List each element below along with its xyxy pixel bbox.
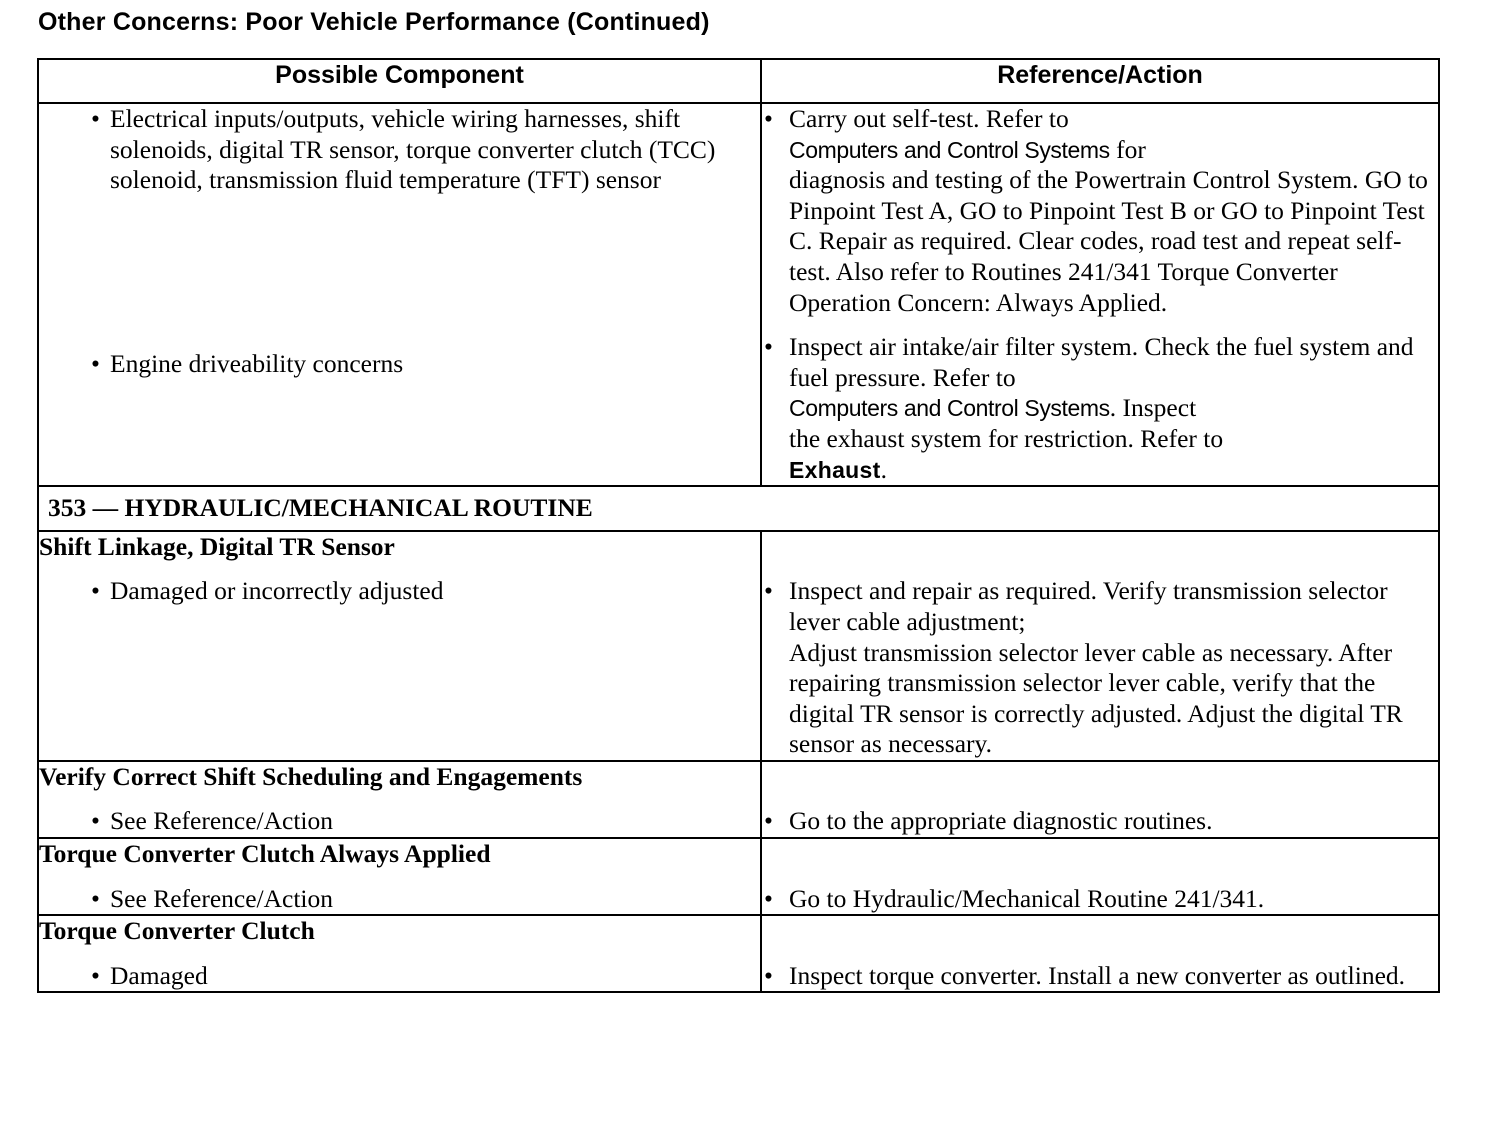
action-text: Go to the appropriate diagnostic routines. [789,806,1213,836]
column-header-action: Reference/Action [761,59,1439,103]
action-text: for [1109,134,1146,164]
bullet-icon: • [764,960,773,990]
action-cell [761,531,1439,761]
component-cell [38,838,761,915]
component-cell [38,103,761,486]
row-heading: Shift Linkage, Digital TR Sensor [39,531,395,561]
list-item [39,349,760,380]
action-text: Inspect torque converter. Install a new converter as outlined. [789,960,1406,990]
list-item [39,961,760,992]
component-text: See Reference/Action [110,806,334,836]
row-heading: Torque Converter Clutch Always Applied [39,839,491,869]
bullet-icon: • [91,883,100,913]
component-text: Damaged [110,960,208,990]
action-text: Inspect and repair as required. Verify transmission selector lever cable adjustment; [789,576,1388,636]
list-item [762,332,1438,485]
list-item [39,806,760,837]
bullet-icon: • [764,883,773,913]
list-item [762,806,1438,837]
section-heading: 353 — HYDRAULIC/MECHANICAL ROUTINE [38,486,1439,531]
list-item [39,576,760,607]
table-row [38,103,1439,486]
action-text: the exhaust system for restriction. Refer to [789,423,1224,453]
action-cell [761,838,1439,915]
row-heading: Torque Converter Clutch [39,916,315,946]
component-text: Damaged or incorrectly adjusted [110,576,444,606]
section-row [38,486,1439,531]
list-item [762,884,1438,915]
action-text: . Inspect [1109,393,1197,423]
list-item [39,884,760,915]
bullet-icon: • [764,104,773,133]
action-text: Inspect air intake/air filter system. Check the fuel system and fuel pressure. Refer to [789,332,1414,392]
action-text: Carry out self-test. Refer to [789,104,1069,133]
bullet-icon: • [91,348,100,378]
table-header-row [38,59,1439,103]
action-cell [761,915,1439,992]
component-text: See Reference/Action [110,883,334,913]
diagnostic-table [37,58,1440,993]
table-row [38,531,1439,761]
component-cell [38,531,761,761]
component-text: Electrical inputs/outputs, vehicle wiring harnesses, shift solenoids, digital TR sensor, torque converter clutch (TCC) solenoid, transmission fluid temperature (TFT) sensor [110,104,716,195]
action-cell [761,103,1439,486]
reference-link[interactable]: Computers and Control Systems [789,136,1110,163]
list-item [762,961,1438,992]
action-text: . [880,454,887,484]
component-text: Engine driveability concerns [110,348,404,378]
page-title: Other Concerns: Poor Vehicle Performance (Continued) [38,8,710,36]
component-cell [38,761,761,838]
table-row [38,761,1439,838]
bullet-icon: • [91,806,100,836]
row-heading: Verify Correct Shift Scheduling and Engagements [39,761,583,791]
list-item [762,104,1438,318]
component-cell [38,915,761,992]
bullet-icon: • [764,806,773,836]
bullet-icon: • [91,960,100,990]
list-item [39,104,760,196]
list-item [762,576,1438,760]
action-cell [761,761,1439,838]
action-text: Go to Hydraulic/Mechanical Routine 241/341. [789,883,1265,913]
column-header-component: Possible Component [38,59,761,103]
table-row [38,838,1439,915]
action-text: diagnosis and testing of the Powertrain Control System. GO to Pinpoint Test A, GO to Pinpoint Test B or GO to Pinpoint Test C. Repair as required. Clear codes, road test and repeat self-test. Also refer to Routines 241/341 Torque Converter Operation Concern: Always Applied. [789,165,1428,317]
bullet-icon: • [91,104,100,133]
action-text: Adjust transmission selector lever cable as necessary. After repairing transmission selector lever cable, verify that the digital TR sensor is correctly adjusted. Adjust the digital TR sensor as necessary. [789,637,1403,759]
bullet-icon: • [764,576,773,606]
reference-link[interactable]: Computers and Control Systems [789,395,1110,422]
bullet-icon: • [91,576,100,606]
bullet-icon: • [764,332,773,362]
table-row [38,915,1439,992]
reference-link[interactable]: Exhaust [789,456,881,483]
